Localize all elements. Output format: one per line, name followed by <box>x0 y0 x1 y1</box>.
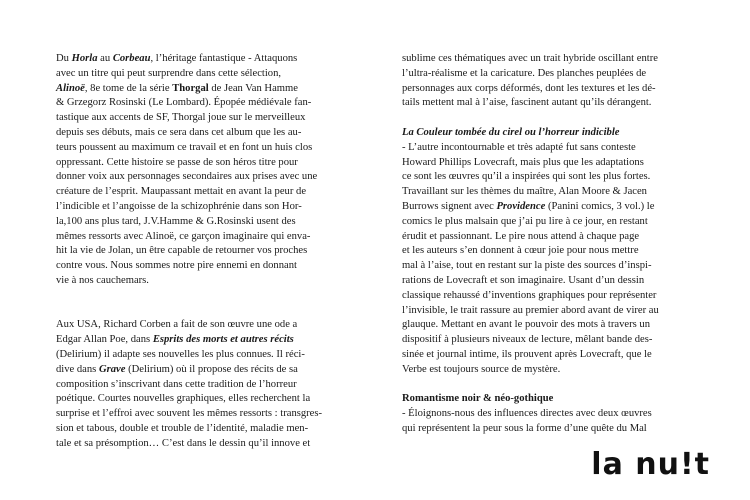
text-line: poétique. Courtes nouvelles graphiques, elles recherchent la <box>56 393 311 405</box>
text-line: comics le plus malsain que j’ai pu lire à ce jour, en restant <box>402 215 648 227</box>
text-line: contre vous. Nous sommes notre pire ennemi en donnant <box>56 260 297 272</box>
text-line: Burrows signent avec Providence (Panini comics, 3 vol.) le <box>402 200 655 212</box>
text-line: dispositif à plusieurs niveaux de lecture, mêlant bande des- <box>402 334 653 346</box>
text-line: dive dans Grave (Delirium) où il propose des récits de sa <box>56 363 298 375</box>
text-line: mêmes ressorts avec Alinoë, ce garçon imaginaire qui enva- <box>56 230 311 242</box>
text-line: Alinoë, 8e tome de la série Thorgal de Jean Van Hamme <box>56 82 298 94</box>
text-line: sinée et journal intime, ils prouvent après Lovecraft, que le <box>402 348 652 360</box>
text-line: Verbe est toujours source de mystère. <box>402 363 561 375</box>
text-line: - L’autre incontournable et très adapté fut sans conteste <box>402 141 636 153</box>
text-line: Howard Phillips Lovecraft, mais plus que les adaptations <box>402 156 644 168</box>
text-line: personnages aux corps déformés, dont les textures et les dé- <box>402 82 656 94</box>
text-line: classique rehaussé d’inventions graphiques pour représenter <box>402 289 657 301</box>
text-line: - Éloignons-nous des influences directes avec deux œuvres <box>402 408 652 420</box>
text-line: l’indicible et l’angoisse de la schizophrénie dans son Hor- <box>56 200 302 212</box>
text-line: depuis ses débuts, mais ce sera dans cet album que les au- <box>56 126 302 138</box>
left-paragraph-2 <box>56 318 356 451</box>
text-line: tale et sa présomption… C’est dans le dessin qu’il innove et <box>56 437 311 449</box>
text-line: l’ultra-réalisme et la caricature. Des planches peuplées de <box>402 67 647 79</box>
text-line: Aux USA, Richard Corben a fait de son œuvre une ode a <box>56 319 298 331</box>
text-line: tastique aux accents de SF, Thorgal joue sur le merveilleux <box>56 112 306 124</box>
text-line: sion et tabous, double et trouble de l’identité, maladie men- <box>56 422 309 434</box>
right-paragraph-3 <box>402 407 704 437</box>
text-line: et les auteurs s’en donnent à cœur joie pour nous mettre <box>402 245 639 257</box>
text-line: sublime ces thématiques avec un trait hybride oscillant entre <box>402 53 658 64</box>
text-line: la,100 ans plus tard, J.V.Hamme & G.Rosinski usent des <box>56 215 296 227</box>
left-paragraph-1 <box>56 52 356 289</box>
text-line: surprise et l’effroi avec souvent les mêmes ressorts : transgres- <box>56 408 323 420</box>
text-line: vie à nos cauchemars. <box>56 274 149 286</box>
section-heading-lovecraft: La Couleur tombée du cirel ou l’horreur indicible <box>402 126 620 138</box>
text-line: teurs poussent au maximum ce travail et en font un huis clos <box>56 141 313 153</box>
text-line: Travaillant sur les thèmes du maître, Alan Moore & Jacen <box>402 186 647 198</box>
text-line: ce sont les œuvres qu’il a inspirées qui sont les plus fortes. <box>402 171 651 183</box>
text-line: composition s’inscrivant dans cette tradition de l’horreur <box>56 378 297 390</box>
la-nuit-logo: la nu!t <box>591 447 710 482</box>
text-line: oppressant. Cette histoire se passe de son héros titre pour <box>56 156 298 168</box>
text-line: (Delirium) il adapte ses nouvelles les plus connues. Il réci- <box>56 348 305 360</box>
text-line: mal à l’aise, tout en restant sur la piste des sources d’inspi- <box>402 260 652 272</box>
text-line: érudit et passionnant. Le pire nous attend à chaque page <box>402 230 640 242</box>
text-line: qui représentent la peur sous la forme d’une quête du Mal <box>402 422 647 434</box>
text-line: avec un titre qui peut surprendre dans cette sélection, <box>56 67 282 79</box>
left-column <box>56 52 356 452</box>
text-line: tails mettent mal à l’aise, fascinent autant qu’ils dérangent. <box>402 97 652 109</box>
text-line: créature de l’esprit. Maupassant mettait en avant la peur de <box>56 186 307 198</box>
right-column <box>402 52 704 437</box>
text-line: Edgar Allan Poe, dans Esprits des morts et autres récits <box>56 334 294 346</box>
text-line: l’invisible, le trait rassure au premier abord avant de virer au <box>402 304 659 316</box>
text-line: rations de Lovecraft et son imaginaire. Usant d’un dessin <box>402 274 645 286</box>
right-paragraph-1 <box>402 52 704 111</box>
text-line: donner voix aux personnages secondaires aux prises avec une <box>56 171 318 183</box>
text-line: hit la vie de Jolan, un être capable de retourner vos proches <box>56 245 308 257</box>
right-paragraph-2 <box>402 141 704 378</box>
text-line: glauque. Mettant en avant le pouvoir des mots à travers un <box>402 319 651 331</box>
text-line: Du Horla au Corbeau, l’héritage fantastique - Attaquons <box>56 53 298 64</box>
section-heading-romantisme: Romantisme noir & néo-gothique <box>402 393 554 405</box>
text-line: & Grzegorz Rosinski (Le Lombard). Épopée médiévale fan- <box>56 97 312 109</box>
